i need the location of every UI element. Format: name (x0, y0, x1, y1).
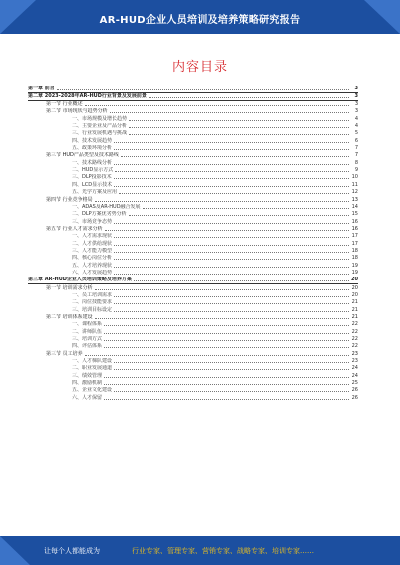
toc-entry[interactable] (28, 328, 358, 335)
toc-leader-dots (121, 156, 349, 157)
toc-entry[interactable] (28, 387, 358, 394)
toc-entry-label: 三、市场竞争态势 (72, 218, 113, 225)
toc-entry[interactable] (28, 358, 358, 365)
footer-slogan: 让每个人都能成为 (44, 547, 100, 555)
toc-leader-dots (114, 296, 349, 297)
toc-entry-page-number: 20 (351, 276, 358, 283)
toc-leader-dots (114, 303, 349, 304)
toc-entry-label: 第一节 行业概述 (46, 101, 83, 108)
table-of-contents (28, 86, 358, 402)
toc-leader-dots (115, 171, 349, 172)
toc-entry-label: 三、培训目标设定 (72, 306, 113, 313)
toc-entry-label: 五、企业文化建设 (72, 387, 113, 394)
toc-entry[interactable] (28, 159, 358, 166)
toc-entry[interactable] (28, 181, 358, 188)
toc-leader-dots (110, 112, 349, 113)
page-title: 内容目录 (171, 60, 228, 75)
toc-entry-label: 第二节 市场现状与趋势分析 (46, 108, 108, 115)
toc-entry-label: 第四节 行业竞争格局 (46, 196, 93, 203)
toc-entry[interactable] (28, 299, 358, 306)
toc-entry-label: 四、激励机制 (72, 380, 103, 387)
toc-entry-page-number: 9 (354, 167, 358, 174)
toc-entry[interactable] (28, 284, 358, 291)
toc-entry-page-number: 18 (351, 255, 358, 262)
toc-entry[interactable] (28, 174, 358, 181)
toc-entry-label: 二、讲师队伍 (72, 328, 103, 335)
toc-entry-label: 三、绩效管理 (72, 372, 103, 379)
toc-entry-page-number: 22 (351, 321, 358, 328)
toc-entry-label: 六、人才发展趋势 (72, 269, 113, 276)
toc-entry-label: 第一章 前言 (28, 86, 55, 92)
toc-leader-dots (129, 120, 349, 121)
toc-entry-label: 六、人才保留 (72, 394, 103, 401)
toc-entry[interactable] (28, 137, 358, 144)
toc-entry[interactable] (28, 350, 358, 357)
toc-entry-label: 第三节 HUD产品类型及技术路线 (46, 152, 119, 159)
toc-entry-label: 二、主要企业及产品分析 (72, 123, 128, 130)
report-title: AR-HUD企业人员培训及培养策略研究报告 (99, 15, 301, 26)
toc-entry[interactable] (28, 394, 358, 401)
toc-entry-page-number: 3 (354, 101, 358, 108)
toc-entry-label: 第二节 培训体系建设 (46, 314, 93, 320)
toc-entry[interactable] (28, 108, 358, 115)
toc-entry-page-number: 21 (351, 314, 358, 320)
toc-entry-label: 第一节 培训需求分析 (46, 284, 93, 291)
toc-entry-page-number: 4 (354, 115, 358, 122)
toc-entry[interactable] (28, 196, 358, 203)
toc-leader-dots (114, 362, 349, 363)
toc-entry-page-number: 17 (351, 233, 358, 240)
toc-entry-page-number: 11 (351, 181, 358, 188)
toc-entry-page-number: 3 (354, 93, 358, 99)
toc-entry-label: 一、人才需求现状 (72, 233, 113, 240)
toc-entry[interactable] (28, 86, 358, 93)
toc-leader-dots (114, 223, 349, 224)
toc-entry-page-number: 26 (351, 387, 358, 394)
toc-entry[interactable] (28, 145, 358, 152)
toc-entry-page-number: 22 (351, 328, 358, 335)
toc-entry-page-number: 23 (351, 358, 358, 365)
toc-entry[interactable] (28, 292, 358, 299)
toc-entry-label: 二、DLP方案优劣势分析 (72, 211, 127, 218)
toc-entry[interactable] (28, 204, 358, 211)
toc-entry[interactable] (28, 93, 358, 100)
toc-entry[interactable] (28, 218, 358, 225)
toc-entry-label: 三、人才能力模型 (72, 247, 113, 254)
toc-leader-dots (129, 127, 349, 128)
toc-entry-label: 一、人才梯队建设 (72, 358, 113, 365)
footer-corner-decoration (0, 536, 30, 565)
toc-entry[interactable] (28, 115, 358, 122)
toc-leader-dots (85, 105, 349, 106)
toc-entry-label: 一、员工培训需求 (72, 291, 113, 298)
toc-entry[interactable] (28, 130, 358, 137)
toc-entry-label: 五、人才培养现状 (72, 262, 113, 269)
toc-entry[interactable] (28, 255, 358, 262)
toc-entry[interactable] (28, 248, 358, 255)
toc-leader-dots (114, 274, 349, 275)
toc-leader-dots (57, 89, 349, 90)
toc-leader-dots (114, 369, 349, 370)
toc-leader-dots (114, 164, 349, 165)
toc-entry[interactable] (28, 372, 358, 379)
toc-entry[interactable] (28, 314, 358, 321)
toc-leader-dots (95, 289, 349, 290)
toc-leader-dots (104, 325, 349, 326)
toc-entry-page-number: 14 (351, 203, 358, 210)
toc-entry[interactable] (28, 336, 358, 343)
toc-entry-page-number: 20 (351, 284, 358, 291)
toc-entry-label: 三、培训方式 (72, 336, 103, 343)
toc-entry-page-number: 7 (354, 152, 358, 159)
toc-leader-dots (104, 377, 349, 378)
toc-entry-page-number: 10 (351, 174, 358, 181)
toc-leader-dots (114, 391, 349, 392)
toc-leader-dots (149, 97, 349, 98)
toc-leader-dots (143, 208, 349, 209)
toc-entry-page-number: 12 (351, 189, 358, 196)
toc-entry-page-number: 5 (354, 130, 358, 137)
toc-leader-dots (129, 215, 349, 216)
toc-entry[interactable] (28, 380, 358, 387)
toc-entry-label: 二、岗位技能要求 (72, 299, 113, 306)
toc-leader-dots (129, 134, 349, 135)
toc-entry-label: 二、人才供给现状 (72, 240, 113, 247)
toc-entry[interactable] (28, 189, 358, 196)
toc-leader-dots (134, 280, 349, 281)
toc-entry-page-number: 24 (351, 365, 358, 372)
toc-entry-label: 一、市场规模及增长趋势 (72, 115, 128, 122)
toc-leader-dots (114, 267, 349, 268)
toc-entry-page-number: 23 (351, 350, 358, 357)
toc-entry[interactable] (28, 277, 358, 284)
toc-leader-dots (85, 355, 349, 356)
toc-entry-page-number: 16 (351, 225, 358, 232)
toc-entry-label: 五、光学方案及应用 (72, 189, 118, 196)
toc-leader-dots (95, 318, 349, 319)
toc-leader-dots (105, 230, 349, 231)
toc-entry-label: 第三节 员工培养 (46, 350, 83, 357)
toc-entry-page-number: 19 (351, 262, 358, 269)
toc-leader-dots (114, 149, 349, 150)
toc-leader-dots (114, 245, 349, 246)
toc-entry[interactable] (28, 226, 358, 233)
toc-entry-page-number: 25 (351, 380, 358, 387)
toc-entry-label: 四、技术发展趋势 (72, 137, 113, 144)
toc-entry-page-number: 3 (354, 86, 358, 92)
toc-leader-dots (104, 333, 349, 334)
toc-leader-dots (114, 259, 349, 260)
toc-entry-page-number: 4 (354, 123, 358, 130)
toc-entry-label: 第二章 2023-2028年AR-HUD行业背景及发展前景 (28, 93, 147, 99)
toc-entry[interactable] (28, 240, 358, 247)
toc-entry[interactable] (28, 270, 358, 277)
toc-entry-page-number: 24 (351, 372, 358, 379)
toc-entry-page-number: 13 (351, 196, 358, 203)
toc-entry-label: 二、HUD显示方式 (72, 167, 114, 174)
toc-leader-dots (104, 347, 349, 348)
toc-entry-label: 三、行业发展机遇与挑战 (72, 130, 128, 137)
toc-entry-page-number: 17 (351, 240, 358, 247)
toc-leader-dots (114, 237, 349, 238)
toc-entry[interactable] (28, 306, 358, 313)
toc-entry-label: 三、DLP投影技术 (72, 174, 112, 181)
toc-entry[interactable] (28, 211, 358, 218)
toc-entry-page-number: 22 (351, 343, 358, 350)
toc-leader-dots (114, 311, 349, 312)
toc-entry-label: 五、政策环境分析 (72, 145, 113, 152)
toc-entry-page-number: 8 (354, 159, 358, 166)
toc-leader-dots (114, 186, 349, 187)
toc-leader-dots (114, 252, 349, 253)
toc-entry-page-number: 19 (351, 269, 358, 276)
toc-entry[interactable] (28, 365, 358, 372)
toc-entry-page-number: 18 (351, 247, 358, 254)
toc-entry[interactable] (28, 343, 358, 350)
toc-entry-label: 四、核心岗位分析 (72, 255, 113, 262)
toc-entry-label: 一、技术路线分析 (72, 159, 113, 166)
toc-entry-page-number: 16 (351, 218, 358, 225)
toc-entry-label: 四、评估体系 (72, 343, 103, 350)
toc-leader-dots (114, 142, 349, 143)
toc-entry-page-number: 26 (351, 394, 358, 401)
toc-leader-dots (104, 399, 349, 400)
toc-entry-page-number: 15 (351, 211, 358, 218)
toc-entry-label: 一、ADAS及AR-HUD融合发展 (72, 203, 141, 210)
toc-entry-page-number: 6 (354, 137, 358, 144)
toc-entry[interactable] (28, 262, 358, 269)
toc-entry-page-number: 7 (354, 145, 358, 152)
toc-entry[interactable] (28, 123, 358, 130)
toc-leader-dots (104, 384, 349, 385)
toc-entry-label: 第五节 行业人才需求分析 (46, 225, 103, 232)
toc-entry[interactable] (28, 233, 358, 240)
footer-roles: 行业专家、管理专家、营销专家、战略专家、培训专家…… (132, 547, 314, 555)
toc-entry-page-number: 22 (351, 336, 358, 343)
toc-entry-label: 一、课程体系 (72, 321, 103, 328)
toc-leader-dots (104, 340, 349, 341)
toc-entry[interactable] (28, 167, 358, 174)
toc-entry-page-number: 21 (351, 306, 358, 313)
toc-entry-label: 第三章 AR-HUD企业人员培训策略及培养方案 (28, 276, 132, 283)
toc-entry-label: 四、LCD显示技术 (72, 181, 113, 188)
toc-leader-dots (95, 201, 349, 202)
toc-entry-page-number: 21 (351, 299, 358, 306)
toc-leader-dots (119, 193, 349, 194)
toc-entry[interactable] (28, 152, 358, 159)
toc-entry[interactable] (28, 321, 358, 328)
toc-entry-page-number: 3 (354, 108, 358, 115)
toc-entry-label: 二、职业发展通道 (72, 365, 113, 372)
toc-leader-dots (114, 178, 349, 179)
toc-entry-page-number: 20 (351, 291, 358, 298)
toc-entry[interactable] (28, 101, 358, 108)
